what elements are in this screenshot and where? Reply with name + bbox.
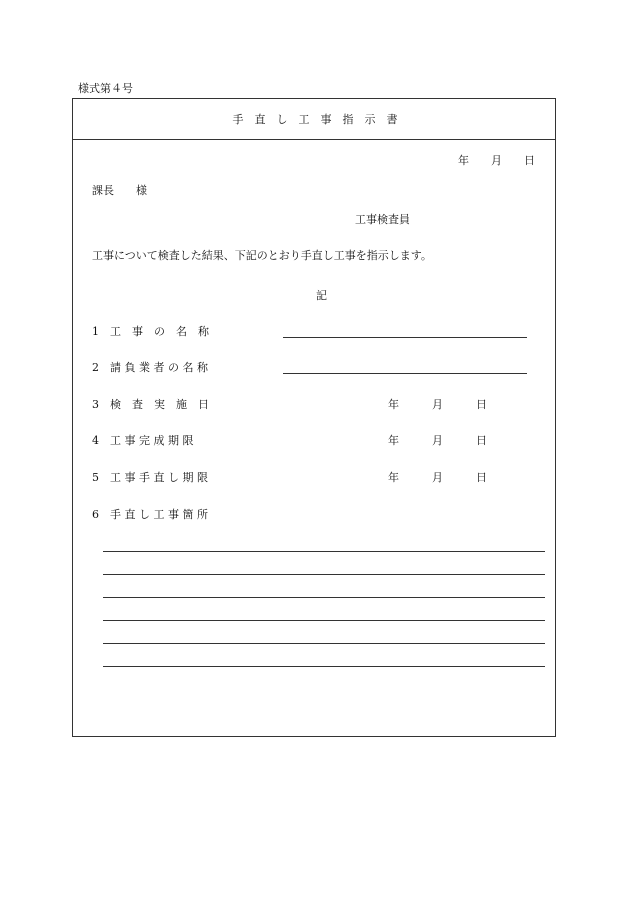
instruction-statement: 工事について検査した結果、下記のとおり手直し工事を指示します。 bbox=[92, 249, 432, 262]
item-inspection-date-label: 3 検 査 実 施 日 bbox=[92, 398, 209, 411]
rework-location-line[interactable] bbox=[103, 597, 545, 598]
inspection-date-value: 年 月 日 bbox=[388, 398, 487, 411]
form-number: 様式第４号 bbox=[78, 82, 133, 95]
rework-location-line[interactable] bbox=[103, 551, 545, 552]
rework-location-line[interactable] bbox=[103, 620, 545, 621]
rework-location-line[interactable] bbox=[103, 574, 545, 575]
title-separator bbox=[72, 139, 556, 140]
inspector-label: 工事検査員 bbox=[355, 213, 410, 226]
item-construction-name-label: 1 工 事 の 名 称 bbox=[92, 325, 209, 338]
item-contractor-name-label: 2 請 負 業 者 の 名 称 bbox=[92, 361, 208, 374]
ki-heading: 記 bbox=[316, 289, 327, 302]
completion-deadline-value: 年 月 日 bbox=[388, 434, 487, 447]
issue-date: 年 月 日 bbox=[458, 154, 535, 167]
item-rework-deadline-label: 5 工 事 手 直 し 期 限 bbox=[92, 471, 208, 484]
construction-name-field[interactable] bbox=[283, 337, 527, 338]
rework-location-line[interactable] bbox=[103, 666, 545, 667]
rework-location-line[interactable] bbox=[103, 643, 545, 644]
item-rework-location-label: 6 手 直 し 工 事 箇 所 bbox=[92, 508, 208, 521]
contractor-name-field[interactable] bbox=[283, 373, 527, 374]
document-title: 手 直 し 工 事 指 示 書 bbox=[232, 113, 398, 126]
item-completion-deadline-label: 4 工 事 完 成 期 限 bbox=[92, 434, 194, 447]
rework-deadline-value: 年 月 日 bbox=[388, 471, 487, 484]
addressee: 課長 様 bbox=[92, 184, 147, 197]
